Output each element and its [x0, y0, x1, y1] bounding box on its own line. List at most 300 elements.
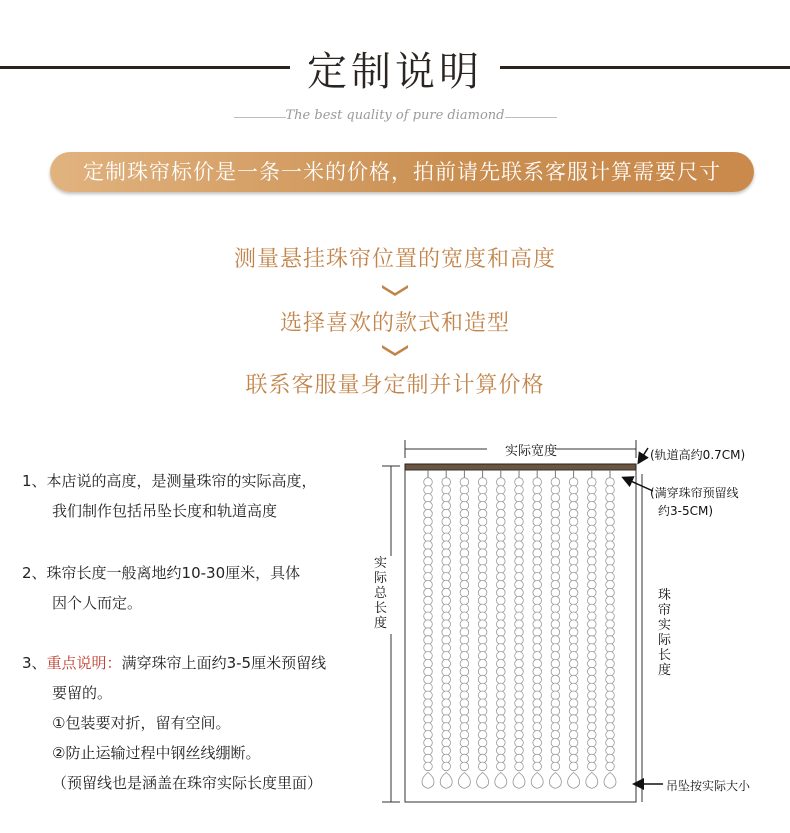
bead	[478, 620, 487, 629]
bead	[497, 541, 506, 550]
bead	[442, 573, 451, 582]
bead	[606, 501, 615, 510]
bead	[551, 731, 560, 740]
bead	[551, 620, 560, 629]
bead	[533, 659, 542, 668]
bead	[478, 667, 487, 676]
bead	[551, 517, 560, 526]
bead	[478, 533, 487, 542]
bead	[478, 604, 487, 613]
bead	[551, 494, 560, 503]
bead	[515, 541, 524, 550]
bead	[551, 557, 560, 566]
bead	[588, 580, 597, 589]
bead	[515, 565, 524, 574]
bead	[551, 580, 560, 589]
bead	[551, 565, 560, 574]
bead	[588, 746, 597, 755]
bead	[515, 652, 524, 661]
bead	[515, 691, 524, 700]
curtain-rail	[405, 464, 636, 470]
bead	[551, 596, 560, 605]
bead	[497, 620, 506, 629]
bead	[551, 612, 560, 621]
bead	[569, 636, 578, 645]
bead	[478, 517, 487, 526]
bead	[588, 762, 597, 771]
bead	[442, 525, 451, 534]
bead	[588, 494, 597, 503]
bead	[478, 762, 487, 771]
bead	[588, 478, 597, 487]
pendant	[422, 772, 434, 788]
bead	[460, 636, 469, 645]
bead	[533, 636, 542, 645]
bead	[515, 762, 524, 771]
pendant	[513, 772, 525, 788]
bead	[497, 509, 506, 518]
note-1-line-2: 我们制作包括吊坠长度和轨道高度	[52, 502, 278, 520]
bead	[515, 557, 524, 566]
bead	[606, 691, 615, 700]
bead	[606, 620, 615, 629]
bead	[569, 596, 578, 605]
bead	[588, 667, 597, 676]
bead	[515, 604, 524, 613]
bead	[478, 715, 487, 724]
bead	[442, 667, 451, 676]
bead	[533, 723, 542, 732]
bead	[442, 580, 451, 589]
bead	[424, 517, 433, 526]
bead	[478, 723, 487, 732]
bead	[497, 533, 506, 542]
bead	[588, 573, 597, 582]
bead	[460, 699, 469, 708]
page-subtitle: The best quality of pure diamond	[285, 108, 505, 123]
bead	[424, 636, 433, 645]
bead	[569, 494, 578, 503]
bead	[442, 738, 451, 747]
bead	[497, 731, 506, 740]
note-2-line-2: 因个人而定。	[52, 594, 143, 612]
bead	[460, 738, 469, 747]
bead	[551, 486, 560, 495]
bead	[460, 612, 469, 621]
bead	[497, 754, 506, 763]
bead	[551, 762, 560, 771]
bead	[442, 762, 451, 771]
bead	[606, 628, 615, 637]
bead	[533, 549, 542, 558]
bead	[551, 549, 560, 558]
bead	[533, 746, 542, 755]
bead	[424, 573, 433, 582]
bead	[515, 644, 524, 653]
pendant	[458, 772, 470, 788]
bead	[533, 691, 542, 700]
bead	[442, 746, 451, 755]
bead	[588, 707, 597, 716]
bead	[606, 580, 615, 589]
bead	[442, 715, 451, 724]
bead	[497, 525, 506, 534]
bead	[478, 699, 487, 708]
bead	[442, 588, 451, 597]
bead	[497, 707, 506, 716]
bead	[606, 541, 615, 550]
bead	[460, 517, 469, 526]
bead	[588, 612, 597, 621]
bead	[606, 573, 615, 582]
bead	[606, 509, 615, 518]
bead	[515, 588, 524, 597]
pendant-label: 吊坠按实际大小	[666, 779, 751, 793]
pendant	[604, 772, 616, 788]
bead	[533, 478, 542, 487]
bead	[497, 644, 506, 653]
bead	[533, 612, 542, 621]
reserve-line-label-2: 约3-5CM)	[658, 504, 714, 518]
pendant	[477, 772, 489, 788]
bead	[569, 707, 578, 716]
pendant	[568, 772, 580, 788]
bead	[588, 699, 597, 708]
bead	[460, 580, 469, 589]
total-length-label: 实际总长度	[374, 556, 388, 631]
bead	[606, 612, 615, 621]
bead	[442, 683, 451, 692]
bead	[424, 754, 433, 763]
bead	[424, 707, 433, 716]
bead	[569, 738, 578, 747]
bead	[606, 667, 615, 676]
bead	[515, 715, 524, 724]
bead	[442, 699, 451, 708]
bead	[424, 715, 433, 724]
bead	[460, 652, 469, 661]
bead	[478, 478, 487, 487]
bead	[606, 533, 615, 542]
bead	[588, 525, 597, 534]
bead	[588, 604, 597, 613]
bead	[533, 707, 542, 716]
bead	[515, 549, 524, 558]
bead	[606, 604, 615, 613]
bead	[478, 707, 487, 716]
bead	[551, 501, 560, 510]
bead	[515, 612, 524, 621]
bead	[442, 723, 451, 732]
price-notice-banner: 定制珠帘标价是一条一米的价格，拍前请先联系客服计算需要尺寸	[50, 152, 754, 192]
pendant	[586, 772, 598, 788]
bead	[442, 549, 451, 558]
bead	[515, 675, 524, 684]
bead	[424, 699, 433, 708]
bead	[478, 691, 487, 700]
bead	[533, 588, 542, 597]
bead	[606, 699, 615, 708]
note-3-item-3: （预留线也是涵盖在珠帘实际长度里面）	[52, 774, 323, 792]
bead	[588, 644, 597, 653]
bead	[424, 557, 433, 566]
bead	[588, 738, 597, 747]
bead	[533, 541, 542, 550]
bead	[551, 699, 560, 708]
bead	[551, 604, 560, 613]
bead	[497, 628, 506, 637]
bead	[497, 549, 506, 558]
bead	[515, 738, 524, 747]
bead	[606, 731, 615, 740]
bead	[569, 754, 578, 763]
bead	[533, 699, 542, 708]
bead	[551, 675, 560, 684]
bead	[606, 762, 615, 771]
bead	[424, 509, 433, 518]
bead	[569, 699, 578, 708]
bead	[515, 494, 524, 503]
bead	[442, 754, 451, 763]
bead	[497, 636, 506, 645]
bead	[588, 675, 597, 684]
bead	[478, 652, 487, 661]
bead	[533, 667, 542, 676]
bead	[460, 588, 469, 597]
rail-pointer-arrow	[639, 448, 648, 462]
bead	[442, 596, 451, 605]
bead	[588, 723, 597, 732]
bead	[533, 509, 542, 518]
bead	[442, 707, 451, 716]
bead	[497, 486, 506, 495]
bead	[478, 509, 487, 518]
bead	[551, 478, 560, 487]
bead	[460, 731, 469, 740]
bead	[533, 557, 542, 566]
bead	[588, 509, 597, 518]
note-2-line-1: 2、珠帘长度一般离地约10-30厘米，具体	[22, 564, 301, 582]
bead	[533, 533, 542, 542]
bead	[569, 762, 578, 771]
bead	[551, 667, 560, 676]
bead	[424, 494, 433, 503]
bead	[424, 612, 433, 621]
bead	[442, 565, 451, 574]
bead	[588, 652, 597, 661]
bead	[569, 509, 578, 518]
bead	[515, 667, 524, 676]
note-3-item-1: ①包装要对折，留有空间。	[52, 714, 231, 732]
bead	[533, 517, 542, 526]
bead	[588, 731, 597, 740]
bead	[442, 509, 451, 518]
pendant	[549, 772, 561, 788]
bead	[460, 754, 469, 763]
bead	[533, 644, 542, 653]
bead	[533, 754, 542, 763]
bead	[442, 604, 451, 613]
chevron-down-icon	[380, 283, 410, 297]
bead	[606, 723, 615, 732]
bead	[588, 541, 597, 550]
bead	[478, 738, 487, 747]
bead	[551, 715, 560, 724]
bead	[569, 573, 578, 582]
bead	[460, 644, 469, 653]
bead	[551, 509, 560, 518]
bead	[515, 486, 524, 495]
bead	[442, 691, 451, 700]
bead	[497, 612, 506, 621]
bead	[497, 596, 506, 605]
bead	[442, 501, 451, 510]
bead	[424, 533, 433, 542]
bead	[569, 533, 578, 542]
note-3-line-1	[22, 652, 326, 673]
bead	[515, 754, 524, 763]
bead	[497, 746, 506, 755]
bead	[569, 549, 578, 558]
bead	[424, 604, 433, 613]
bead	[460, 667, 469, 676]
bead	[424, 549, 433, 558]
bead	[460, 620, 469, 629]
bead	[515, 533, 524, 542]
bead	[588, 628, 597, 637]
bead	[588, 486, 597, 495]
bead	[569, 517, 578, 526]
bead	[515, 573, 524, 582]
bead	[515, 723, 524, 732]
bead	[606, 738, 615, 747]
bead	[569, 620, 578, 629]
bead	[460, 533, 469, 542]
bead-strands	[422, 470, 616, 788]
bead	[424, 588, 433, 597]
bead	[497, 478, 506, 487]
bead	[569, 565, 578, 574]
bead	[569, 478, 578, 487]
bead	[606, 525, 615, 534]
bead	[442, 557, 451, 566]
bead	[478, 573, 487, 582]
bead	[478, 675, 487, 684]
bead	[442, 517, 451, 526]
page-title: 定制说明	[307, 49, 483, 95]
width-label: 实际宽度	[504, 444, 557, 459]
bead	[569, 525, 578, 534]
bead	[515, 636, 524, 645]
bead	[569, 580, 578, 589]
bead	[460, 746, 469, 755]
bead	[497, 652, 506, 661]
bead	[497, 683, 506, 692]
bead	[478, 588, 487, 597]
bead	[478, 644, 487, 653]
bead	[569, 691, 578, 700]
bead	[478, 565, 487, 574]
bead	[533, 604, 542, 613]
bead	[424, 525, 433, 534]
bead	[442, 533, 451, 542]
bead	[497, 494, 506, 503]
bead	[551, 644, 560, 653]
bead	[460, 762, 469, 771]
bead	[497, 715, 506, 724]
bead	[551, 588, 560, 597]
bead	[606, 636, 615, 645]
bead	[478, 501, 487, 510]
bead	[424, 762, 433, 771]
bead	[588, 715, 597, 724]
bead	[460, 659, 469, 668]
bead	[478, 731, 487, 740]
note-1-line-1: 1、本店说的高度，是测量珠帘的实际高度，	[22, 472, 317, 490]
bead	[515, 659, 524, 668]
bead	[424, 746, 433, 755]
note-3-line-2: 要留的。	[52, 684, 113, 702]
bead	[588, 588, 597, 597]
bead	[588, 557, 597, 566]
bead	[569, 723, 578, 732]
bead	[460, 707, 469, 716]
bead	[460, 604, 469, 613]
bead	[569, 557, 578, 566]
bead	[442, 486, 451, 495]
bead	[515, 525, 524, 534]
bead	[515, 509, 524, 518]
bead	[533, 628, 542, 637]
bead	[569, 683, 578, 692]
bead	[424, 486, 433, 495]
bead	[569, 715, 578, 724]
bead	[569, 486, 578, 495]
reserve-pointer-arrow	[624, 478, 653, 491]
bead	[606, 588, 615, 597]
bead	[606, 486, 615, 495]
bead	[424, 478, 433, 487]
bead	[551, 707, 560, 716]
bead	[551, 533, 560, 542]
bead	[588, 683, 597, 692]
bead	[588, 517, 597, 526]
bead	[442, 675, 451, 684]
bead	[606, 652, 615, 661]
bead	[588, 659, 597, 668]
bead	[460, 565, 469, 574]
pendant	[495, 772, 507, 788]
curtain-length-label: 珠帘实际长度	[658, 588, 672, 678]
bead	[442, 644, 451, 653]
bead	[424, 659, 433, 668]
bead	[442, 494, 451, 503]
bead	[533, 580, 542, 589]
bead	[460, 691, 469, 700]
bead	[569, 731, 578, 740]
step-3: 联系客服量身定制并计算价格	[245, 373, 545, 398]
bead	[515, 517, 524, 526]
bead	[533, 683, 542, 692]
bead	[606, 565, 615, 574]
bead	[460, 683, 469, 692]
bead	[497, 675, 506, 684]
bead	[515, 707, 524, 716]
bead	[442, 612, 451, 621]
bead	[442, 652, 451, 661]
bead	[497, 699, 506, 708]
bead	[569, 604, 578, 613]
